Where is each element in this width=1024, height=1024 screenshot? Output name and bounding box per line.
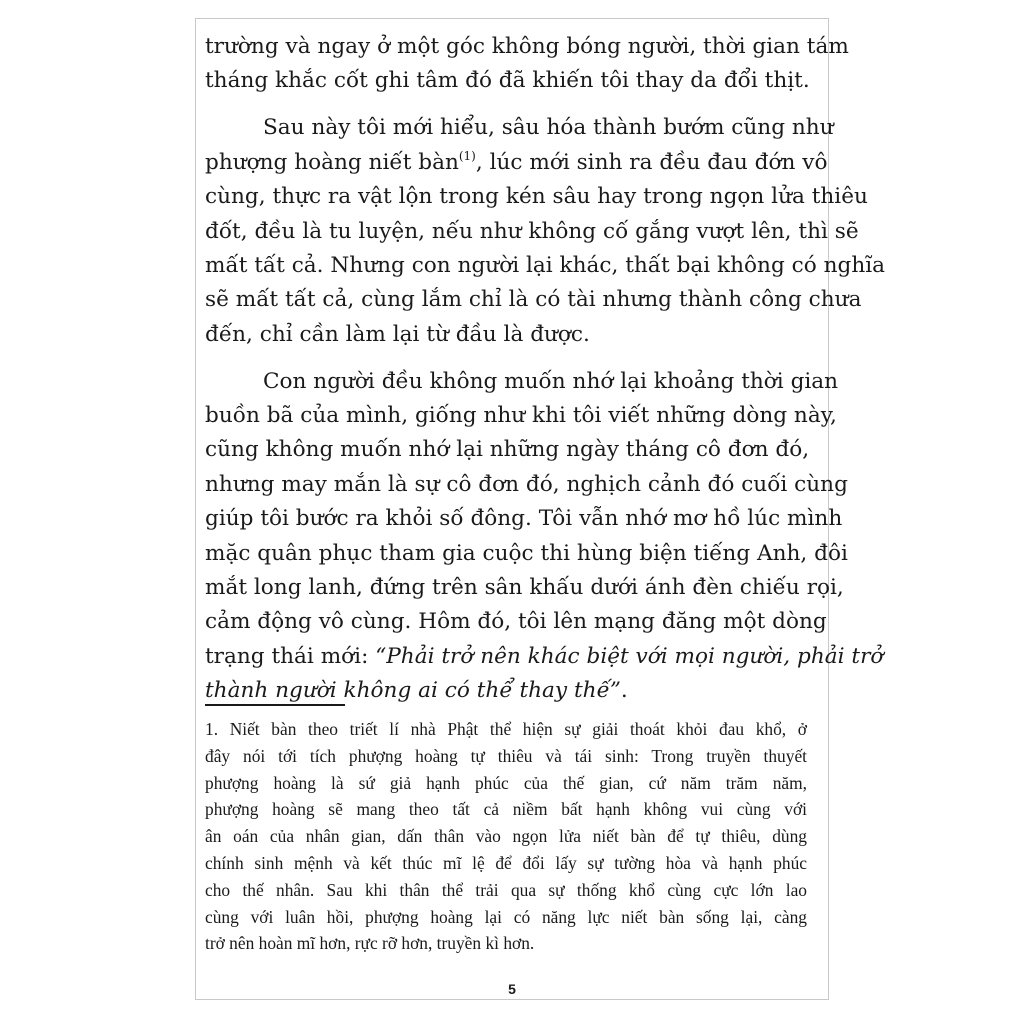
- status-quote-end: thành người không ai có thể thay thế”: [205, 678, 621, 704]
- footnote-line: ân oán của nhân gian, dấn thân vào ngọn lửa niết bàn để tự thiêu, dùng: [205, 826, 807, 847]
- status-intro: trạng thái mới:: [205, 643, 376, 669]
- footnote-line: 1. Niết bàn theo triết lí nhà Phật thể hiện sự giải thoát khỏi đau khổ, ở: [205, 719, 807, 739]
- footnote-line: đây nói tới tích phượng hoàng tự thiêu và tái sinh: Trong truyền thuyết: [205, 745, 807, 766]
- paragraph-1-line-1: trường và ngay ở một góc không bóng người, thời gian tám: [205, 34, 849, 59]
- paragraph-3-line-6: mặc quân phục tham gia cuộc thi hùng biện tiếng Anh, đôi: [205, 540, 848, 566]
- paragraph-2-line-1: Sau này tôi mới hiểu, sâu hóa thành bướm cũng như: [263, 115, 834, 141]
- book-page: [195, 18, 886, 1000]
- paragraph-2-line-2: [205, 146, 828, 180]
- paragraph-3-line-9: [205, 640, 884, 674]
- paragraph-2-line-3: cùng, thực ra vật lộn trong kén sâu hay trong ngọn lửa thiêu: [205, 184, 868, 210]
- page-number: 5: [508, 981, 516, 997]
- footnote-line: chính sinh mệnh và kết thúc mĩ lệ để đổi lấy sự tường hòa và hạnh phúc: [205, 852, 807, 873]
- footnote: [205, 716, 807, 957]
- paragraph-2-line-4: đốt, đều là tu luyện, nếu như không cố gắng vượt lên, thì sẽ: [205, 218, 859, 244]
- paragraph-2-line-2-end: , lúc mới sinh ra đều đau đớn vô: [475, 149, 828, 175]
- footnote-reference: (1): [458, 148, 476, 163]
- paragraph-3-line-2: buồn bã của mình, giống như khi tôi viết những dòng này,: [205, 403, 837, 429]
- closing-period: .: [620, 678, 628, 704]
- status-quote-start: “Phải trở nên khác biệt với mọi người, phải trở: [375, 643, 884, 669]
- footnote-line: trở nên hoàn mĩ hơn, rực rỡ hơn, truyền kì hơn.: [205, 933, 535, 954]
- paragraph-2-line-2-start: phượng hoàng niết bàn: [205, 149, 459, 175]
- paragraph-3-line-5: giúp tôi bước ra khỏi số đông. Tôi vẫn nhớ mơ hồ lúc mình: [205, 506, 843, 532]
- paragraph-3-line-8: cảm động vô cùng. Hôm đó, tôi lên mạng đăng một dòng: [205, 609, 827, 635]
- paragraph-3-line-3: cũng không muốn nhớ lại những ngày tháng cô đơn đó,: [205, 437, 810, 463]
- paragraph-1-line-2: tháng khắc cốt ghi tâm đó đã khiến tôi thay da đổi thịt.: [205, 68, 810, 94]
- paragraph-2-line-6: sẽ mất tất cả, cùng lắm chỉ là có tài nhưng thành công chưa: [205, 287, 862, 313]
- footnote-line: cho thế nhân. Sau khi thân thể trải qua sự thống khổ cùng cực lớn lao: [205, 879, 807, 900]
- paragraph-3-line-4: nhưng may mắn là sự cô đơn đó, nghịch cảnh đó cuối cùng: [205, 471, 848, 497]
- footnote-line: phượng hoàng là sứ giả hạnh phúc của thế gian, cứ năm trăm năm,: [205, 772, 807, 793]
- paragraph-2-line-5: mất tất cả. Nhưng con người lại khác, thất bại không có nghĩa: [205, 252, 886, 278]
- footnote-line: phượng hoàng sẽ mang theo tất cả niềm bất hạnh không vui cùng với: [205, 799, 807, 820]
- paragraph-3-line-1: Con người đều không muốn nhớ lại khoảng thời gian: [263, 368, 839, 394]
- paragraph-gap: [205, 99, 807, 112]
- body-text: [205, 30, 886, 709]
- paragraph-gap: [205, 352, 807, 365]
- footnote-line: cùng với luân hồi, phượng hoàng lại có năng lực niết bàn sống lại, càng: [205, 906, 807, 927]
- paragraph-3-line-7: mắt long lanh, đứng trên sân khấu dưới ánh đèn chiếu rọi,: [205, 575, 844, 601]
- paragraph-2-line-7: đến, chỉ cần làm lại từ đầu là được.: [205, 321, 590, 347]
- footnote-separator: [205, 704, 345, 706]
